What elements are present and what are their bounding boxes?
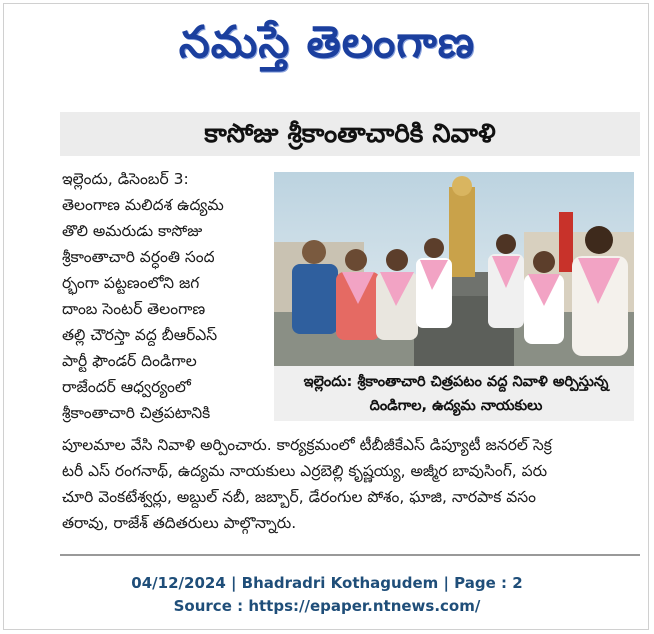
body-line: టరీ ఎస్ రంగనాథ్, ఉద్యమ నాయకులు ఎర్రబెల్లి కృష్ణయ్య, అజ్మీర బావుసింగ్, పరు [62, 462, 548, 480]
column-line: శ్రీకాంతాచారి వర్ధంతి సంద [62, 248, 215, 266]
column-line: పార్టీ ఫౌండర్ దిండిగాల [62, 352, 197, 370]
body-line: తరావు, రాజేశ్ తదితరులు పాల్గొన్నారు. [62, 514, 297, 532]
article-headline: కాసోజు శ్రీకాంతాచారికి నివాళి [204, 119, 496, 149]
article-column-text [62, 166, 265, 426]
column-line: శ్రీకాంతాచారి చిత్రపటానికి [62, 404, 211, 422]
body-line: చూరి వెంకటేశ్వర్లు, అబ్దుల్ నబీ, జబ్బార్, డేరంగుల పోశం, ఘాజి, నారపాక వసం [62, 488, 536, 506]
body-line: పూలమాల వేసి నివాళి అర్పించారు. కార్యక్రమంలో టీబీజీకేఎస్ డిప్యూటీ జనరల్ సెక్ర [62, 436, 552, 454]
column-line: రాజేందర్ ఆధ్వర్యంలో [62, 378, 191, 396]
photo-caption: ఇల్లెందు: శ్రీకాంతాచారి చిత్రపటం వద్ద నివాళి అర్పిస్తున్న దిండిగాల, ఉద్యమ నాయకులు [303, 374, 609, 414]
source-link[interactable]: Source : https://epaper.ntnews.com/ [173, 597, 481, 615]
edition-info: 04/12/2024 | Bhadradri Kothagudem | Page : 2 [131, 574, 523, 592]
clipped-text-strip [60, 96, 640, 104]
headline-band [60, 112, 640, 156]
article-full-width-text [62, 432, 634, 536]
column-line: తల్లి చౌరస్తా వద్ద బీఆర్ఎస్ [62, 326, 218, 344]
column-line: దాంబ సెంటర్ తెలంగాణ [62, 300, 206, 318]
column-line: తెలంగాణ మలిదశ ఉద్యమ [62, 196, 224, 214]
column-line: ర్భంగా పట్టణంలోని జగ [62, 274, 200, 292]
tribute-scene-illustration [274, 172, 634, 366]
footer-divider [60, 554, 640, 556]
news-photo [274, 172, 634, 366]
photo-caption-box [274, 366, 634, 421]
column-line: ఇల్లెందు, డిసెంబర్ 3: [62, 170, 189, 188]
column-line: తొలి అమరుడు కాసోజు [62, 222, 203, 240]
newspaper-masthead: నమస్తే తెలంగాణ [178, 17, 476, 68]
